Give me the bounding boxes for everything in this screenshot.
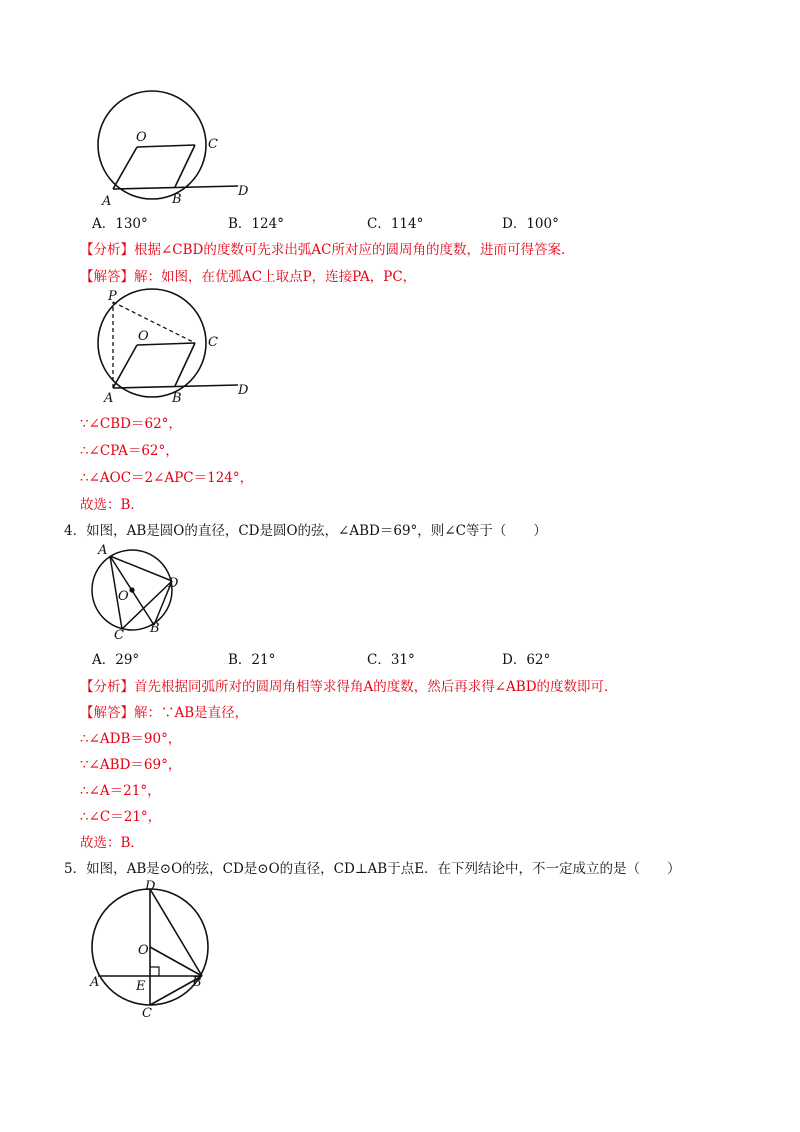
q3-option-a: A．130° (92, 216, 148, 232)
label-o: O (138, 329, 149, 344)
q5-figure (88, 880, 218, 1020)
q3-step-4: 故选：B． (80, 497, 144, 513)
q3-figure (80, 90, 270, 215)
q3-solution-figure (80, 288, 270, 413)
label-c: C (208, 335, 218, 350)
q4-step-4: ∴∠C＝21°， (80, 809, 162, 825)
q3-option-c: C．114° (367, 216, 424, 232)
q4-step-2: ∵∠ABD＝69°， (80, 757, 182, 773)
q3-option-b: B．124° (228, 216, 284, 232)
q5-stem: 5．如图，AB是⊙O的弦，CD是⊙O的直径，CD⊥AB于点E．在下列结论中，不一定成立的是（ ） (64, 861, 681, 877)
label-b: B (192, 975, 202, 990)
label-a: A (90, 975, 100, 990)
q3-step-2: ∴∠CPA＝62°， (80, 443, 179, 459)
label-d: D (168, 576, 179, 591)
q3-step-3: ∴∠AOC＝2∠APC＝124°， (80, 470, 254, 486)
q4-stem: 4．如图，AB是圆O的直径，CD是圆O的弦，∠ABD＝69°，则∠C等于（ ） (64, 523, 547, 539)
label-d: D (145, 879, 156, 894)
label-e: E (136, 979, 146, 994)
label-d: D (238, 383, 249, 398)
label-c: C (114, 628, 124, 643)
q4-option-b: B．21° (228, 652, 276, 668)
label-b: B (172, 192, 182, 207)
label-c: C (208, 137, 218, 152)
label-a: A (98, 543, 108, 558)
q3-option-d: D．100° (502, 216, 559, 232)
q4-option-a: A．29° (92, 652, 140, 668)
q4-figure (88, 543, 188, 643)
label-b: B (150, 621, 160, 636)
q4-option-d: D．62° (502, 652, 551, 668)
q4-option-c: C．31° (367, 652, 415, 668)
label-o: O (136, 130, 147, 145)
label-d: D (238, 184, 249, 199)
label-o: O (138, 943, 149, 958)
label-a: A (102, 194, 112, 209)
label-a: A (104, 391, 114, 406)
q4-step-5: 故选：B． (80, 835, 144, 851)
label-b: B (172, 391, 182, 406)
q4-analysis: 【分析】首先根据同弧所对的圆周角相等求得角A的度数，然后再求得∠ABD的度数即可． (80, 679, 618, 695)
label-p: P (108, 289, 117, 304)
q4-answer-intro: 【解答】解：∵AB是直径， (80, 705, 249, 721)
q3-analysis: 【分析】根据∠CBD的度数可先求出弧AC所对应的圆周角的度数，进而可得答案． (80, 242, 575, 258)
q4-step-3: ∴∠A＝21°， (80, 783, 161, 799)
q3-answer-intro: 【解答】解：如图，在优弧AC上取点P，连接PA，PC， (80, 269, 417, 285)
label-c: C (142, 1006, 152, 1021)
q4-step-1: ∴∠ADB＝90°， (80, 731, 182, 747)
label-o: O (118, 589, 129, 604)
q3-step-1: ∵∠CBD＝62°， (80, 416, 182, 432)
